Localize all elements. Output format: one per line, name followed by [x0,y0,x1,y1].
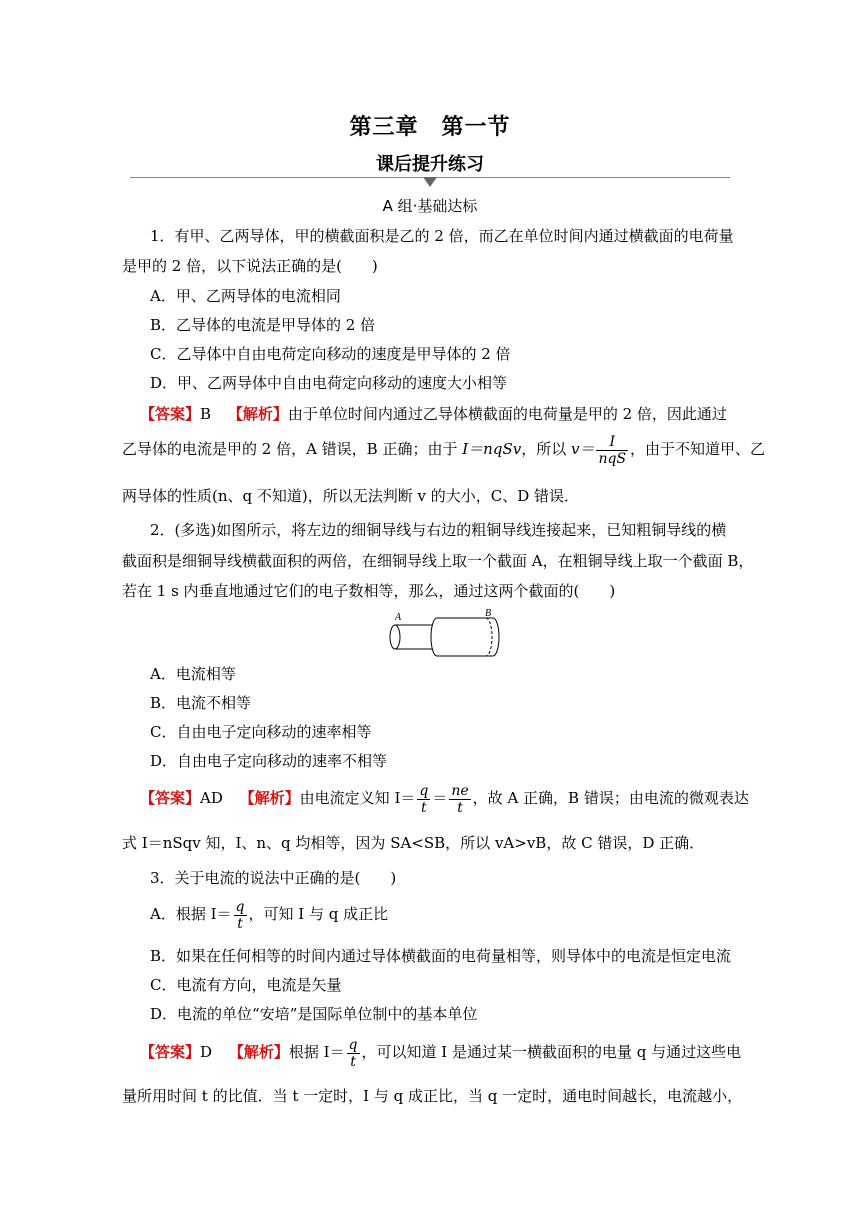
answer-tag: 【答案】 [140,405,201,423]
q2-answer: AD [200,789,223,807]
analysis-tag: 【解析】 [227,405,288,423]
q1-option-a: A．甲、乙两导体的电流相同 [150,287,341,305]
q3-answer: D [200,1043,213,1061]
q3-stem: 3．关于电流的说法中正确的是( ) [150,869,397,887]
q1-analysis-line3: 两导体的性质(n、q 不知道)，所以无法判断 v 的大小，C、D 错误． [122,487,580,505]
answer-tag: 【答案】 [140,789,201,807]
q2-stem-line1: 2．(多选)如图所示，将左边的细铜导线与右边的粗铜导线连接起来，已知粗铜导线的横 [150,521,727,539]
q2-stem-line3: 若在 1 s 内垂直地通过它们的电子数相等，那么，通过这两个截面的( ) [122,582,616,600]
fraction: $\frac{ne}{t}$ [451,782,469,816]
fraction: $\frac{q}{t}$ [348,1036,358,1070]
q3-answer-line: 【答案】D 【解析】根据 I＝ $\frac{q}{t}$ ，可以知道 I 是通过某一横截面积的电量 q 与通过这些电 [140,1036,742,1070]
q2-option-a: A．电流相等 [150,665,236,683]
fig-label-a: A [395,612,402,623]
q2-option-b: B．电流不相等 [150,694,252,712]
wire-diagram [385,606,505,662]
q1-stem-line2: 是甲的 2 倍，以下说法正确的是( ) [122,257,378,275]
q1-option-d: D．甲、乙两导体中自由电荷定向移动的速度大小相等 [150,374,508,392]
fraction: $\frac{I}{\text{nqS}}$ [598,433,627,467]
fig-label-b: B [485,608,492,619]
fraction: $\frac{q}{t}$ [235,898,245,932]
group-heading: A 组·基础达标 [382,197,478,215]
triangle-marker-icon [423,177,437,187]
q2-option-c: C．自由电子定向移动的速率相等 [150,723,372,741]
analysis-tag: 【解析】 [239,789,300,807]
fraction: $\frac{q}{t}$ [419,782,429,816]
q1-answer-line [140,404,727,424]
q2-option-d: D．自由电子定向移动的速率不相等 [150,752,388,770]
q3-option-a: A．根据 I＝ $\frac{q}{t}$ ，可知 I 与 q 成正比 [150,898,389,932]
q3-option-c: C．电流有方向，电流是矢量 [150,976,342,994]
q1-analysis-line2: 乙导体的电流是甲的 2 倍，A 错误，B 正确；由于 I＝nqSv，所以 v＝ $\frac{I}{\text{nqS}}$ ，由于不知道甲、乙 [122,433,766,467]
answer-tag: 【答案】 [140,1043,201,1061]
q2-answer-line: 【答案】AD 【解析】由电流定义知 I＝ $\frac{q}{t}$ ＝ $\frac{ne}{t}$ ，故 A 正确，B 错误；由电流的微观表达 [140,782,749,816]
page-title: 第三章 第一节 [349,114,511,140]
q1-answer: B [200,405,212,423]
analysis-tag: 【解析】 [228,1043,289,1061]
q2-analysis-line2: 式 I＝nSqv 知，I、n、q 均相等，因为 SA<SB，所以 vA>vB，故 C 错误，D 正确． [122,834,705,852]
q3-option-b: B．如果在任何相等的时间内通过导体横截面的电荷量相等，则导体中的电流是恒定电流 [150,947,732,965]
q1-stem-line1: 1．有甲、乙两导体，甲的横截面积是乙的 2 倍，而乙在单位时间内通过横截面的电荷量 [150,227,734,245]
q1-analysis-line1: 由于单位时间内通过乙导体横截面的电荷量是甲的 2 倍，因此通过 [287,405,727,423]
q1-option-b: B．乙导体的电流是甲导体的 2 倍 [150,316,376,334]
q2-stem-line2: 截面积是细铜导线横截面积的两倍，在细铜导线上取一个截面 A，在粗铜导线上取一个截面 B， [122,552,754,570]
q3-analysis-line2: 量所用时间 t 的比值．当 t 一定时，I 与 q 成正比，当 q 一定时，通电时间越长，电流越小， [122,1087,743,1105]
page-subtitle: 课后提升练习 [376,154,484,175]
q3-option-d: D．电流的单位“安培”是国际单位制中的基本单位 [150,1005,478,1023]
q1-option-c: C．乙导体中自由电荷定向移动的速度是甲导体的 2 倍 [150,345,511,363]
